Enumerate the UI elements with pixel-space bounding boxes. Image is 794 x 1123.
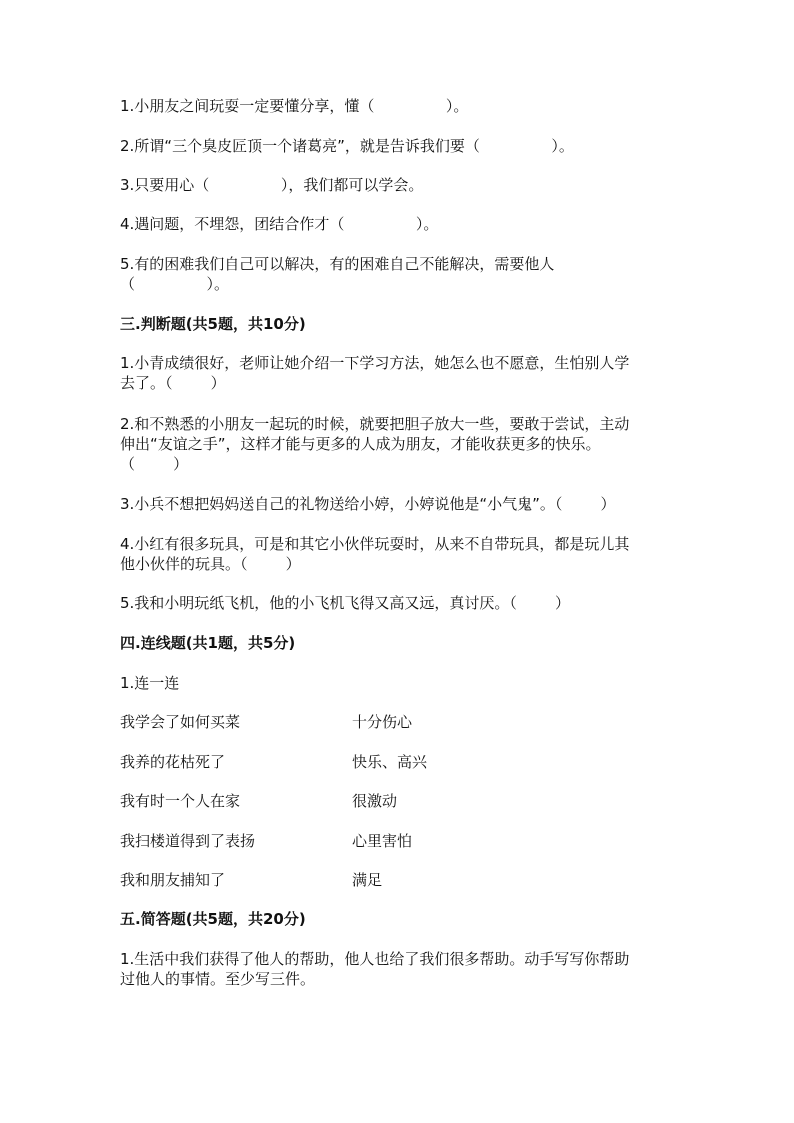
section-4-heading: 四.连线题(共1题，共5分) [120, 634, 296, 652]
fill-in-question-5-line-2: （ ）。 [120, 275, 230, 293]
matching-left-item: 我学会了如何买菜 [120, 713, 241, 731]
matching-right-item: 十分伤心 [352, 713, 413, 731]
fill-in-question-3: 3.只要用心（ ），我们都可以学会。 [120, 176, 424, 194]
judge-question-2-line-3: （ ） [120, 455, 189, 473]
judge-question-3: 3.小兵不想把妈妈送自己的礼物送给小婷，小婷说他是“小气鬼”。（ ） [120, 495, 616, 513]
section-3-heading: 三.判断题(共5题，共10分) [120, 315, 306, 333]
judge-question-2-line-2: 伸出“友谊之手”，这样才能与更多的人成为朋友，才能收获更多的快乐。 [120, 435, 601, 453]
matching-left-item: 我有时一个人在家 [120, 792, 241, 810]
judge-question-1-line-1: 1.小青成绩很好，老师让她介绍一下学习方法，她怎么也不愿意，生怕别人学 [120, 354, 630, 372]
fill-in-question-5-line-1: 5.有的困难我们自己可以解决，有的困难自己不能解决，需要他人 [120, 255, 555, 273]
matching-right-item: 心里害怕 [352, 832, 413, 850]
matching-left-item: 我养的花枯死了 [120, 753, 226, 771]
judge-question-4-line-1: 4.小红有很多玩具，可是和其它小伙伴玩耍时，从来不自带玩具，都是玩儿其 [120, 535, 630, 553]
matching-right-item: 很激动 [352, 792, 398, 810]
fill-in-question-4: 4.遇问题，不埋怨，团结合作才（ ）。 [120, 215, 439, 233]
matching-left-item: 我和朋友捕知了 [120, 871, 226, 889]
fill-in-question-2: 2.所谓“三个臭皮匠顶一个诸葛亮”，就是告诉我们要（ ）。 [120, 137, 574, 155]
matching-question-1: 1.连一连 [120, 674, 180, 692]
judge-question-2-line-1: 2.和不熟悉的小朋友一起玩的时候，就要把胆子放大一些，要敢于尝试，主动 [120, 415, 630, 433]
judge-question-5: 5.我和小明玩纸飞机，他的小飞机飞得又高又远，真讨厌。（ ） [120, 594, 570, 612]
judge-question-1-line-2: 去了。（ ） [120, 374, 226, 392]
fill-in-question-1: 1.小朋友之间玩耍一定要懂分享，懂（ ）。 [120, 97, 469, 115]
short-answer-question-1-line-1: 1.生活中我们获得了他人的帮助，他人也给了我们很多帮助。动手写写你帮助 [120, 950, 630, 968]
section-5-heading: 五.简答题(共5题，共20分) [120, 910, 306, 928]
judge-question-4-line-2: 他小伙伴的玩具。（ ） [120, 555, 301, 573]
matching-right-item: 满足 [352, 871, 383, 889]
matching-right-item: 快乐、高兴 [352, 753, 428, 771]
matching-left-item: 我扫楼道得到了表扬 [120, 832, 256, 850]
short-answer-question-1-line-2: 过他人的事情。至少写三件。 [120, 970, 316, 988]
